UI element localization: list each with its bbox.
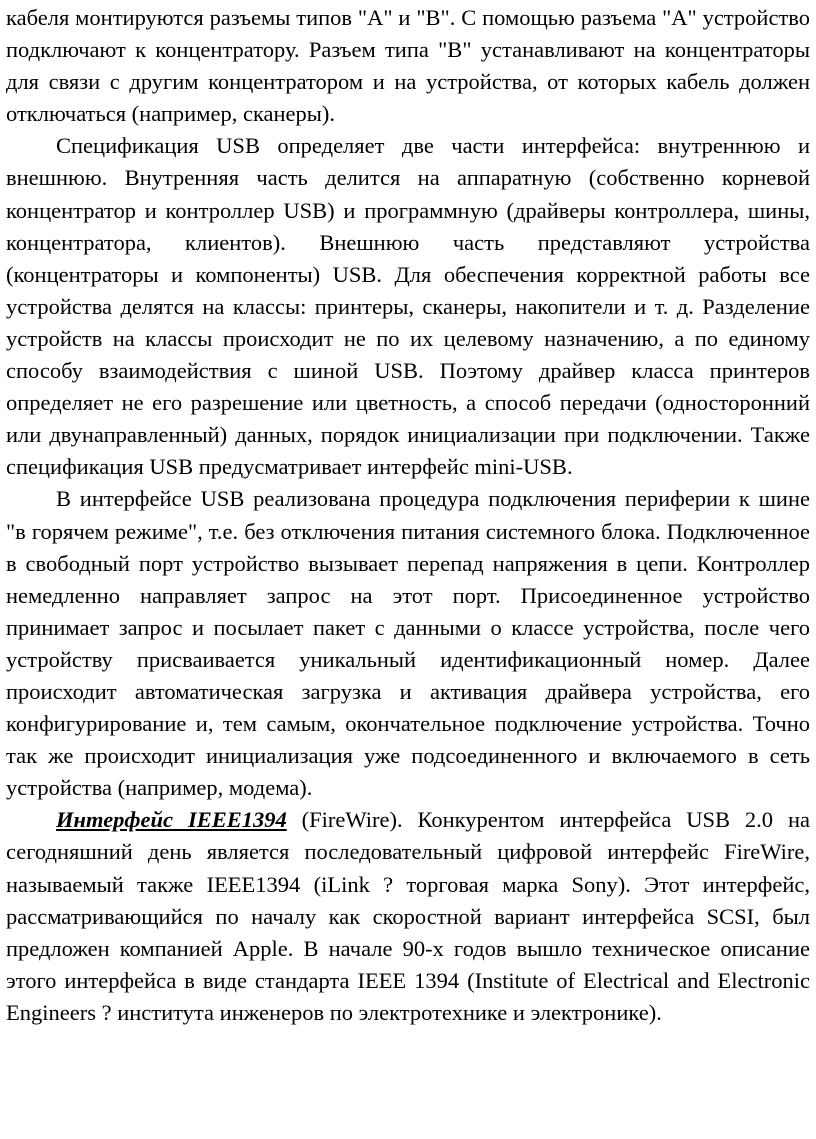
- paragraph-connectors: кабеля монтируются разъемы типов "А" и "В". С помощью разъема "А" устройство подключают к концентратору. Разъем типа "В" устанавливают на концентраторы для связи с другим концентратором и на устройства, от которых кабель должен отключаться (например, сканеры).: [6, 5, 810, 127]
- paragraph-usb-specification: Спецификация USB определяет две части интерфейса: внутреннюю и внешнюю. Внутренняя часть делится на аппаратную (собственно корневой концентратор и контроллер USB) и программную (драйверы контроллера, шины, концентратора, клиентов). Внешнюю часть представляют устройства (концентраторы и компоненты) USB. Для обеспечения корректной работы все устройства делятся на классы: принтеры, сканеры, накопители и т. д. Разделение устройств на классы происходит не по их целевому назначению, а по единому способу взаимодействия с шиной USB. Поэтому драйвер класса принтеров определяет не его разрешение или цветность, а способ передачи (односторонний или двунаправленный) данных, порядок инициализации при подключении. Также спецификация USB предусматривает интерфейс mini-USB.: [6, 133, 810, 480]
- section-heading-ieee1394: Интерфейс IEEE1394: [56, 807, 287, 833]
- paragraph-firewire: [6, 804, 810, 1029]
- paragraph-firewire-body: (FireWire). Конкурентом интерфейса USB 2.0 на сегодняшний день является последовательный цифровой интерфейс FireWire, называемый также IEEE1394 (iLink ? торговая марка Sony). Этот интерфейс, рассматривающийся по началу как скоростной вариант интерфейса SCSI, был предложен компанией Apple. В начале 90-х годов вышло техническое описание этого интерфейса в виде стандарта IEEE 1394 (Institute of Electrical and Electronic Engineers ? института инженеров по электротехнике и электронике).: [6, 807, 811, 1025]
- paragraph-hot-plug: В интерфейсе USB реализована процедура подключения периферии к шине "в горячем режиме", т.е. без отключения питания системного блока. Подключенное в свободный порт устройство вызывает перепад напряжения в цепи. Контроллер немедленно направляет запрос на этот порт. Присоединенное устройство принимает запрос и посылает пакет с данными о классе устройства, после чего устройству присваивается уникальный идентификационный номер. Далее происходит автоматическая загрузка и активация драйвера устройства, его конфигурирование и, тем самым, окончательное подключение устройства. Точно так же происходит инициализация уже подсоединенного и включаемого в сеть устройства (например, модема).: [6, 486, 810, 801]
